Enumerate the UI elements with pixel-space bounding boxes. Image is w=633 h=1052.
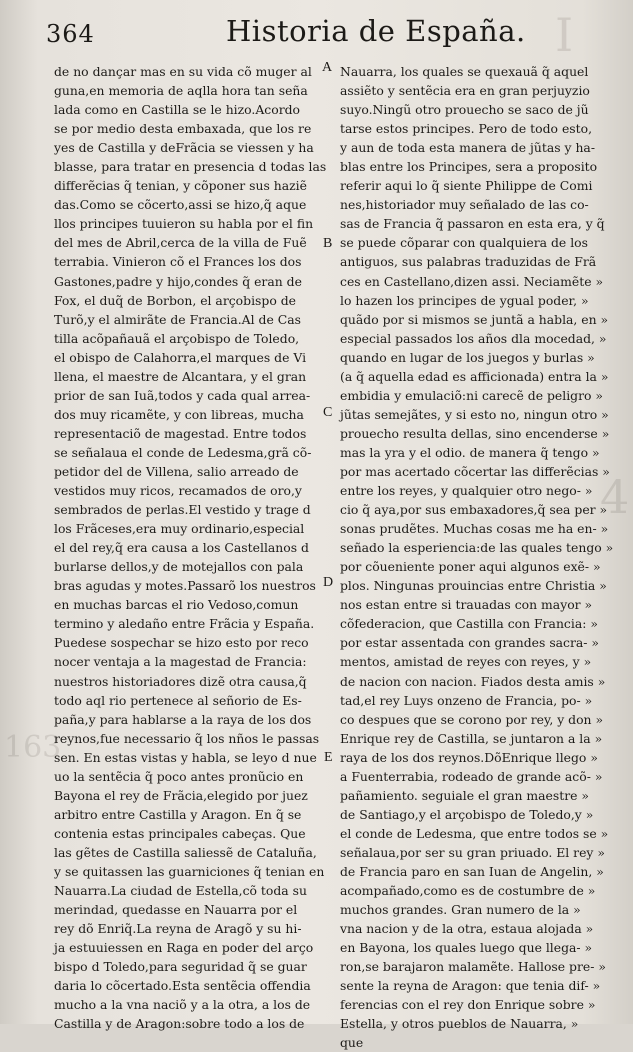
- right-column-line: el conde de Ledesma, que entre todos se »: [340, 825, 609, 841]
- right-column-line: assiẽto y sentẽcia era en gran perjuyzio: [340, 83, 590, 99]
- right-column-line: en Bayona, los quales luego que llega- »: [340, 940, 593, 956]
- right-column-line: co despues que se corono por rey, y don »: [340, 711, 604, 727]
- margin-letter-b: B: [323, 236, 333, 251]
- right-column-line: quando en lugar de los juegos y burlas »: [340, 349, 595, 365]
- left-column-line: rey dõ Enriq̃.La reyna de Aragõ y su hi-: [54, 921, 302, 937]
- right-column-line: embidia y emulaciõ:ni carecẽ de peligro »: [340, 387, 603, 403]
- bleed-through-mark-right: 4: [600, 470, 630, 524]
- left-column-line: llena, el maestre de Alcantara, y el gran: [54, 368, 307, 384]
- left-column-line: bras agudas y motes.Passarõ los nuestros: [54, 578, 316, 594]
- left-column-line: del mes de Abril,cerca de la villa de Fuẽ: [54, 235, 307, 251]
- right-column-line: referir aqui lo q̃ siente Philippe de Comi: [340, 178, 593, 194]
- right-column-line: vna nacion y de la otra, estaua alojada »: [340, 921, 594, 937]
- right-column-line: cõfederacion, que Castilla con Francia: »: [340, 616, 598, 632]
- left-column-line: Bayona el rey de Frãcia,elegido por juez: [54, 787, 308, 803]
- margin-letter-d: D: [323, 575, 334, 590]
- left-column-line: tilla acõpañauã el arçobispo de Toledo,: [54, 330, 300, 346]
- left-column-line: el obispo de Calahorra,el marques de Vi: [54, 349, 307, 365]
- right-column-line: por estar assentada con grandes sacra- »: [340, 635, 600, 651]
- left-column-line: daria lo cõcertado.Esta sentẽcia offendia: [54, 978, 311, 994]
- right-column-line: Nauarra, los quales se quexauã q̃ aquel: [340, 64, 589, 79]
- left-column-line: paña,y para hablarse a la raya de los dos: [54, 711, 312, 727]
- left-column-line: terrabia. Vinieron cõ el Frances los dos: [54, 254, 302, 270]
- left-column-line: Nauarra.La ciudad de Estella,cõ toda su: [54, 883, 307, 899]
- right-column-line: tad,el rey Luys onzeno de Francia, po- »: [340, 692, 593, 708]
- left-column-line: en muchas barcas el rio Vedoso,comun: [54, 597, 299, 613]
- left-column-line: dos muy ricamẽte, y con libreas, mucha: [54, 406, 304, 422]
- left-column-line: sen. En estas vistas y habla, se leyo d nue: [54, 749, 317, 765]
- right-column-line: especial passados los años dla mocedad, »: [340, 330, 607, 346]
- right-column-line: acompañado,como es de costumbre de »: [340, 883, 596, 899]
- left-column-line: differẽcias q̃ tenian, y cõponer sus haziẽ: [54, 178, 307, 194]
- left-column-line: burlarse dellos,y de motejallos con pala: [54, 559, 304, 575]
- left-column-line: Gastones,padre y hijo,condes q̃ eran de: [54, 273, 302, 289]
- left-column-line: se por medio desta embaxada, que los re: [54, 121, 312, 137]
- right-column-line: ces en Castellano,dizen assi. Neciamẽte »: [340, 273, 604, 289]
- right-column-line: tarse estos principes. Pero de todo esto,: [340, 121, 593, 137]
- left-column-line: Turõ,y el almirãte de Francia.Al de Cas: [54, 311, 301, 327]
- left-column-line: llos principes tuuieron su habla por el fin: [54, 216, 314, 232]
- left-column-line: Fox, el duq̃ de Borbon, el arçobispo de: [54, 292, 296, 308]
- right-column-line: Enrique rey de Castilla, se juntaron a la »: [340, 730, 603, 746]
- bleed-through-mark-top: I: [555, 8, 574, 62]
- left-column-line: los Frãceses,era muy ordinario,especial: [54, 521, 305, 537]
- right-column-line: pañamiento. seguiale el gran maestre »: [340, 787, 589, 803]
- right-column-line: sente la reyna de Aragon: que tenia dif- »: [340, 978, 601, 994]
- right-column-line: lo hazen los principes de ygual poder, »: [340, 292, 589, 308]
- right-column-line: se puede cõparar con qualquiera de los: [340, 235, 588, 251]
- right-column-line: suyo.Ningũ otro prouecho se saco de jũ: [340, 102, 589, 118]
- page-number: 364: [46, 20, 95, 48]
- right-column-line: a Fuenterrabia, rodeado de grande acõ- »: [340, 768, 603, 784]
- bleed-through-mark-left: 163: [4, 730, 62, 765]
- right-column-line: que: [340, 1035, 364, 1051]
- left-text-column: [54, 62, 327, 1033]
- left-column-line: blasse, para tratar en presencia d todas las: [54, 159, 327, 175]
- right-column-line: por cõueniente poner aqui algunos exẽ- »: [340, 559, 601, 575]
- right-column-line: de Santiago,y el arçobispo de Toledo,y »: [340, 806, 594, 822]
- right-column-line: de Francia paro en san Iuan de Angelin, »: [340, 863, 604, 879]
- right-column-line: sas de Francia q̃ passaron en esta era, y q̃: [340, 216, 605, 232]
- left-column-line: contenia estas principales cabeças. Que: [54, 825, 306, 841]
- right-column-line: por mas acertado cõcertar las differẽcias »: [340, 463, 610, 479]
- left-column-line: uo la sentẽcia q̃ poco antes pronũcio en: [54, 768, 304, 784]
- right-column-line: muchos grandes. Gran numero de la »: [340, 902, 581, 918]
- left-column-line: guna,en memoria de aqlla hora tan seña: [54, 83, 308, 99]
- page-header: [46, 14, 606, 54]
- left-column-line: y se quitassen las guarniciones q̃ tenian en: [54, 863, 325, 879]
- right-column-line: raya de los dos reynos.DõEnrique llego »: [340, 749, 598, 765]
- left-column-line: ja estuuiessen en Raga en poder del arço: [54, 940, 314, 956]
- right-column-line: mas la yra y el odio. de manera q̃ tengo »: [340, 444, 600, 460]
- right-column-line: prouecho resulta dellas, sino encenderse »: [340, 425, 610, 441]
- left-column-line: el del rey,q̃ era causa a los Castellanos d: [54, 540, 309, 556]
- right-text-column: [340, 62, 614, 1052]
- left-column-line: Castilla y de Aragon:sobre todo a los de: [54, 1016, 305, 1032]
- right-column-line: señalaua,por ser su gran priuado. El rey »: [340, 844, 605, 860]
- left-column-line: nuestros historiadores dizẽ otra causa,q̃: [54, 673, 307, 689]
- right-column-line: Estella, y otros pueblos de Nauarra, »: [340, 1016, 579, 1032]
- right-column-line: entre los reyes, y qualquier otro nego- »: [340, 483, 593, 499]
- left-column-line: merindad, quedasse en Nauarra por el: [54, 902, 298, 918]
- left-column-line: todo aql rio pertenece al señorio de Es-: [54, 692, 302, 708]
- right-column-line: ron,se barajaron malamẽte. Hallose pre- »: [340, 959, 606, 975]
- right-column-line: nos estan entre si trauadas con mayor »: [340, 597, 593, 613]
- left-column-line: Puedese sospechar se hizo esto por reco: [54, 635, 309, 651]
- right-column-line: (a q̃ aquella edad es afficionada) entra la »: [340, 368, 609, 384]
- left-column-line: las gẽtes de Castilla saliessẽ de Cataluña,: [54, 844, 317, 860]
- right-column-line: cio q̃ aya,por sus embaxadores,q̃ sea per »: [340, 502, 608, 518]
- right-column-line: jũtas semejãtes, y si esto no, ningun otro »: [340, 406, 609, 422]
- right-column-line: sonas prudẽtes. Muchas cosas me ha en- »: [340, 521, 609, 537]
- right-column-line: de nacion con nacion. Fiados desta amis »: [340, 673, 606, 689]
- right-column-line: plos. Ningunas prouincias entre Christia »: [340, 578, 607, 594]
- left-column-line: de no dançar mas en su vida cõ muger al: [54, 64, 312, 79]
- left-column-line: termino y aledaño entre Frãcia y España.: [54, 616, 315, 632]
- right-column-line: mentos, amistad de reyes con reyes, y »: [340, 654, 592, 670]
- left-column-line: nocer ventaja a la magestad de Francia:: [54, 654, 307, 670]
- right-column-line: y aun de toda esta manera de jũtas y ha-: [340, 140, 596, 156]
- right-column-line: blas entre los Principes, sera a proposito: [340, 159, 598, 175]
- left-column-line: lada como en Castilla se le hizo.Acordo: [54, 102, 301, 118]
- right-column-line: nes,historiador muy señalado de las co-: [340, 197, 589, 213]
- margin-letter-a: A: [322, 60, 333, 75]
- left-column-line: petidor del de Villena, salio arreado de: [54, 463, 299, 479]
- left-column-line: prior de san Iuã,todos y cada qual arrea-: [54, 387, 311, 403]
- right-column-line: quãdo por si mismos se juntã a habla, en »: [340, 311, 609, 327]
- left-column-line: bispo d Toledo,para seguridad q̃ se guar: [54, 959, 307, 975]
- margin-letter-c: C: [323, 405, 333, 420]
- left-column-line: yes de Castilla y deFrãcia se viessen y ha: [54, 140, 314, 156]
- left-column-line: se señalaua el conde de Ledesma,grã cõ-: [54, 444, 312, 460]
- left-column-line: representaciõ de magestad. Entre todos: [54, 425, 307, 441]
- left-column-line: sembrados de perlas.El vestido y trage d: [54, 502, 311, 518]
- right-column-line: antiguos, sus palabras traduzidas de Frã: [340, 254, 597, 270]
- left-column-line: mucho a la vna naciõ y a la otra, a los de: [54, 997, 311, 1013]
- left-column-line: vestidos muy ricos, recamados de oro,y: [54, 483, 302, 499]
- left-column-line: reynos,fue necessario q̃ los nños le passas: [54, 730, 320, 746]
- left-column-line: arbitro entre Castilla y Aragon. En q̃ se: [54, 806, 302, 822]
- right-column-line: señado la esperiencia:de las quales tengo »: [340, 540, 614, 556]
- right-column-line: ferencias con el rey don Enrique sobre »: [340, 997, 596, 1013]
- margin-letter-e: E: [324, 750, 333, 765]
- left-column-line: das.Como se cõcerto,assi se hizo,q̃ aque: [54, 197, 307, 213]
- running-title: Historia de España.: [226, 14, 526, 48]
